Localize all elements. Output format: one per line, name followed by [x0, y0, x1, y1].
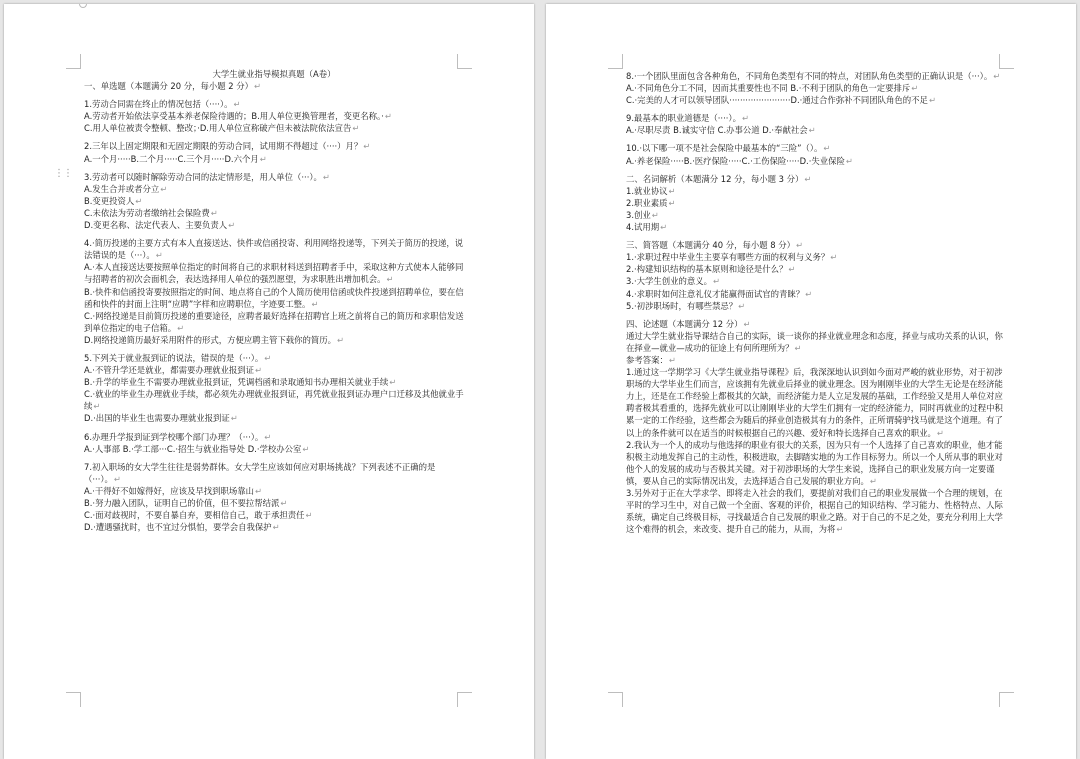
page-top-mark — [79, 4, 87, 8]
paragraph-mark-icon: ↵ — [113, 473, 121, 484]
paragraph-text: 1.通过这一学期学习《大学生就业指导课程》后，我深深地认识到如今面对严峻的就业形势，对于初涉职场的大学毕业生们而言，应该拥有先就业后择业的就业理念。因为刚刚毕业的大学生无论是在经济能力上，还是在工作经验上都极其的欠缺，而经济能力是人立足发展的基础，工作经验又是用人单位对应聘者极其看重的，选择先就业可以让刚刚毕业的大学生们拥有一定的经济能力，同时再就业的过程中积累一定的工作经验，这些都会为随后的择业创造极其有力的条件，正所谓骑驴找马就是这个道理。有了以上的条件就可以在适当的时候根据自己的兴趣、爱好和特长选择自己喜欢的职业。 — [626, 367, 1003, 438]
paragraph-text: B.·快件和信函投寄要按照指定的时间、地点将自己的个人简历使用信函或快件投递到招聘单位，要在信函和快件的封面上注明“应聘”字样和应聘职位，字迹要工整。 — [84, 286, 464, 309]
document-paragraph — [84, 153, 464, 165]
paragraph-mark-icon: ↵ — [280, 498, 288, 508]
document-paragraph — [84, 110, 464, 122]
margin-corner-mark — [999, 692, 1014, 707]
paragraph-mark-icon: ↵ — [651, 209, 659, 220]
paragraph-text: A.·本人直接送达要按照单位指定的时间将自己的求职材料送到招聘者手中，采取这种方式使本人能够同与招聘者的初次会面机会，表达选择用人单位的强烈愿望，为求职胜出增加机会。 — [84, 262, 464, 285]
paragraph-text: D.·遭遇骚扰时，也不宜过分惧怕，要学会自我保护 — [84, 522, 272, 533]
paragraph-text: 2.职业素质 — [626, 197, 668, 208]
paragraph-text: C.未依法为劳动者缴纳社会保险费 — [84, 207, 210, 218]
margin-corner-mark — [457, 692, 472, 707]
paragraph-text: C.·完美的人才可以领导团队·······················D.·通过合作弥补不同团队角色的不足 — [626, 95, 928, 106]
document-paragraph — [84, 237, 464, 261]
paragraph-text: D.网络投递简历最好采用附件的形式，方便应聘主管下载你的简历。 — [84, 334, 336, 345]
document-paragraph — [84, 352, 464, 364]
paragraph-mark-icon: ↵ — [796, 240, 804, 251]
paragraph-mark-icon: ↵ — [155, 250, 163, 261]
margin-corner-mark — [457, 54, 472, 69]
document-paragraph — [626, 251, 1006, 263]
document-paragraph — [84, 310, 464, 334]
document-paragraph — [84, 171, 464, 183]
paragraph-text: 7.初入职场的女大学生往往是弱势群体。女大学生应该如何应对职场挑战？下列表述不正确的是（···）。 — [84, 461, 436, 484]
document-paragraph — [84, 195, 464, 207]
document-paragraph — [626, 124, 1006, 136]
document-paragraph — [626, 439, 1006, 487]
margin-corner-mark — [999, 54, 1014, 69]
paragraph-mark-icon: ↵ — [668, 354, 676, 365]
paragraph-text: 通过大学生就业指导课结合自己的实际，谈一谈你的择业就业理念和态度，择业与成功关系的认识，你在择业—就业—成功的征途上有何所理所为？ — [626, 330, 1003, 353]
document-paragraph — [84, 261, 464, 285]
document-paragraph — [626, 487, 1006, 535]
document-paragraph — [84, 412, 464, 424]
paragraph-mark-icon: ↵ — [230, 413, 238, 424]
paragraph-text: B.变更投资人 — [84, 195, 135, 206]
paragraph-mark-icon: ↵ — [135, 195, 143, 206]
paragraph-mark-icon: ↵ — [389, 377, 397, 388]
paragraph-text: B.·升学的毕业生不需要办理就业报到证，凭调档函和录取通知书办理相关就业手续 — [84, 377, 389, 388]
document-paragraph — [84, 183, 464, 195]
paragraph-text: 三、简答题（本题满分 40 分，每小题 8 分） — [626, 240, 796, 251]
paragraph-text: 3.创业 — [626, 209, 651, 220]
paragraph-text: C.·网络投递是目前简历投递的重要途径，应聘者最好选择在招聘官上班之前将自己的简历和求职信发送到单位指定的电子信箱。 — [84, 310, 464, 333]
paragraph-text: 1.劳动合同需在终止的情况包括（····）。 — [84, 99, 233, 110]
document-paragraph — [626, 221, 1006, 233]
paragraph-mark-icon: ↵ — [993, 71, 1001, 81]
paragraph-text: A.·不管升学还是就业，都需要办理就业报到证 — [84, 365, 255, 376]
paragraph-text: 1.·求职过程中毕业生主要享有哪些方面的权利与义务？ — [626, 252, 830, 263]
paragraph-mark-icon: ↵ — [264, 352, 272, 363]
paragraph-mark-icon: ↵ — [160, 183, 168, 194]
paragraph-text: A.一个月·····B.二个月·····C.三个月·····D.六个月 — [84, 153, 259, 164]
document-paragraph — [626, 155, 1006, 167]
paragraph-mark-icon: ↵ — [741, 113, 749, 124]
document-paragraph — [84, 443, 464, 455]
document-paragraph — [84, 207, 464, 219]
paragraph-mark-icon: ↵ — [93, 401, 101, 412]
paragraph-text: 3.劳动者可以随时解除劳动合同的法定情形是，用人单位（···）。 — [84, 171, 322, 182]
document-paragraph — [84, 461, 464, 485]
paragraph-mark-icon: ↵ — [322, 171, 330, 182]
document-paragraph — [626, 173, 1006, 185]
paragraph-mark-icon: ↵ — [660, 222, 668, 233]
document-paragraph — [84, 497, 464, 509]
document-paragraph — [626, 263, 1006, 275]
margin-corner-mark — [66, 692, 81, 707]
paragraph-text: 5.下列关于就业报到证的说法，错误的是（···）。 — [84, 352, 264, 363]
document-paragraph — [626, 239, 1006, 251]
paragraph-text: C.·面对歧视时，不要自暴自弃，要相信自己，敢于承担责任 — [84, 510, 305, 521]
document-paragraph — [84, 521, 464, 533]
paragraph-mark-icon: ↵ — [255, 485, 263, 496]
paragraph-drag-handle-icon[interactable]: ⋮⋮ — [54, 168, 72, 179]
paragraph-mark-icon: ↵ — [804, 173, 812, 184]
paragraph-mark-icon: ↵ — [384, 111, 392, 122]
paragraph-text: 参考答案： — [626, 354, 668, 365]
document-paragraph — [84, 364, 464, 376]
paragraph-text: A.·人事部 B.·学工部···C.·招生与就业指导处 D.·学校办公室 — [84, 443, 302, 454]
paragraph-mark-icon: ↵ — [363, 141, 371, 152]
paragraph-mark-icon: ↵ — [177, 322, 185, 333]
document-paragraph — [84, 80, 464, 92]
document-paragraph — [626, 209, 1006, 221]
document-paragraph — [84, 431, 464, 443]
document-paragraph — [626, 318, 1006, 330]
paragraph-mark-icon: ↵ — [668, 197, 676, 208]
paragraph-text: 2.·构建知识结构的基本原则和途径是什么？ — [626, 264, 788, 275]
paragraph-text: 5.·初涉职场时，有哪些禁忌？ — [626, 300, 738, 311]
paragraph-mark-icon: ↵ — [713, 276, 721, 287]
paragraph-text: 4.·求职时如何注意礼仪才能赢得面试官的青睐？ — [626, 288, 805, 299]
paragraph-text: 8.·一个团队里面包含各种角色，不同角色类型有不同的特点，对团队角色类型的正确认识是（···）。 — [626, 71, 993, 81]
document-paragraph — [626, 354, 1006, 366]
document-paragraph — [84, 122, 464, 134]
paragraph-text: D.·出国的毕业生也需要办理就业报到证 — [84, 413, 230, 424]
document-paragraph — [626, 275, 1006, 287]
document-paragraph — [84, 485, 464, 497]
paragraph-mark-icon: ↵ — [936, 427, 944, 438]
paragraph-mark-icon: ↵ — [233, 99, 241, 110]
margin-corner-mark — [66, 54, 81, 69]
paragraph-text: A.·不同角色分工不同，因而其重要性也不同 B.·不利于团队的角色一定要排斥 — [626, 83, 911, 94]
paragraph-mark-icon: ↵ — [836, 524, 844, 535]
paragraph-text: D.变更名称、法定代表人、主要负责人 — [84, 220, 228, 231]
document-paragraph — [84, 219, 464, 231]
paragraph-mark-icon: ↵ — [254, 81, 262, 92]
paragraph-mark-icon: ↵ — [805, 288, 813, 299]
paragraph-text: 二、名词解析（本题满分 12 分，每小题 3 分） — [626, 173, 804, 184]
paragraph-mark-icon: ↵ — [668, 185, 676, 196]
document-paragraph — [626, 94, 1006, 106]
paragraph-mark-icon: ↵ — [738, 300, 746, 311]
paragraph-mark-icon: ↵ — [305, 510, 313, 521]
paragraph-mark-icon: ↵ — [869, 475, 877, 486]
paragraph-mark-icon: ↵ — [264, 431, 272, 442]
paragraph-mark-icon: ↵ — [336, 334, 345, 345]
paragraph-text: A.·干得好不如嫁得好，应该及早找到职场靠山 — [84, 485, 255, 496]
paragraph-text: 一、单选题（本题满分 20 分，每小题 2 分） — [84, 81, 254, 92]
paragraph-text: C.用人单位被责令整顿、整改；·D.用人单位宣称破产但未被法院依法宣告 — [84, 123, 352, 134]
paragraph-text: 1.就业协议 — [626, 185, 668, 196]
paragraph-mark-icon: ↵ — [352, 123, 360, 134]
document-paragraph — [626, 300, 1006, 312]
document-paragraph — [84, 98, 464, 110]
paragraph-text: 2.三年以上固定期限和无固定期限的劳动合同，试用期不得超过（····）月？ — [84, 141, 363, 152]
document-paragraph — [626, 142, 1006, 154]
paragraph-mark-icon: ↵ — [311, 298, 319, 309]
document-paragraph — [84, 388, 464, 412]
document-paragraph — [626, 70, 1006, 82]
document-paragraph — [626, 288, 1006, 300]
paragraph-text: A.·养老保险·····B.·医疗保险·····C.·工伤保险·····D.·失业保险 — [626, 155, 845, 166]
paragraph-text: C.·就业的毕业生办理就业手续，都必须先办理就业报到证，再凭就业报到证办理户口迁移及其他就业手续 — [84, 389, 464, 412]
document-paragraph — [84, 140, 464, 152]
document-paragraph — [626, 366, 1006, 439]
paragraph-mark-icon: ↵ — [302, 443, 310, 454]
margin-corner-mark — [608, 692, 623, 707]
paragraph-text: 3.另外对于正在大学求学、即将走入社会的我们，要提前对我们自己的职业发展做一个合理的规划，在平时的学习生中，对自己做一个全面、客观的评价，根据自己的知识结构、学习能力、性格特点、人际系统，确定自己终极目标，寻找最适合自己发展的职业之路。对于自己的不足之处，要充分利用上大学这个难得的机会，来改变、提升自己的能力，从而，为将 — [626, 488, 1003, 535]
paragraph-text: 9.最基本的职业道德是（····）。 — [626, 113, 741, 124]
paragraph-mark-icon: ↵ — [386, 274, 394, 285]
document-paragraph — [626, 82, 1006, 94]
paragraph-text: 四、论述题（本题满分 12 分） — [626, 318, 743, 329]
paragraph-text: B.·努力融入团队，证明自己的价值，但不要拉帮结派 — [84, 498, 280, 508]
document-paragraph — [626, 112, 1006, 124]
paragraph-text: 4.试用期 — [626, 222, 660, 233]
paragraph-mark-icon: ↵ — [259, 153, 267, 164]
paragraph-mark-icon: ↵ — [830, 252, 838, 263]
page-body[interactable] — [84, 68, 464, 533]
paragraph-text: 3.·大学生创业的意义。 — [626, 276, 713, 287]
paragraph-mark-icon: ↵ — [794, 342, 802, 353]
paragraph-text: A.劳动者开始依法享受基本养老保险待遇的；B.用人单位更换管理者，变更名称。· — [84, 111, 384, 122]
paragraph-mark-icon: ↵ — [228, 220, 236, 231]
paragraph-text: A.发生合并或者分立 — [84, 183, 160, 194]
document-paragraph — [84, 376, 464, 388]
paragraph-mark-icon: ↵ — [272, 522, 280, 533]
paragraph-mark-icon: ↵ — [808, 125, 816, 136]
margin-corner-mark — [608, 54, 623, 69]
page-body[interactable] — [626, 70, 1006, 535]
document-paragraph — [626, 330, 1006, 354]
paragraph-text: 10.·以下哪一项不是社会保险中最基本的“三险”（）。 — [626, 143, 823, 154]
document-page-left — [4, 4, 534, 759]
document-paragraph — [84, 509, 464, 521]
paragraph-mark-icon: ↵ — [743, 318, 751, 329]
document-paragraph — [84, 286, 464, 310]
paragraph-mark-icon: ↵ — [928, 95, 936, 106]
document-page-right — [546, 4, 1076, 759]
paragraph-mark-icon: ↵ — [845, 155, 853, 166]
paragraph-mark-icon: ↵ — [823, 143, 831, 154]
paragraph-text: 4.·简历投递的主要方式有本人直接送达、快件或信函投寄、利用网络投递等，下列关于简历的投递，说法错误的是（···）。 — [84, 238, 464, 261]
paragraph-text: 2.我认为一个人的成功与他选择的职业有很大的关系，因为只有一个人选择了自己喜欢的职业，他才能积极主动地发挥自己的主动性，积极进取，去脚踏实地的为工作目标努力。所以一个人所从事的职业对他个人的发展的成功与否极其关键。对于初涉职场的大学生来说，选择自己的职业发展方向一定要谨慎，要从自己的实际情况出发，去选择适合自己发展的职业方向。 — [626, 439, 1003, 486]
paragraph-mark-icon: ↵ — [210, 207, 218, 218]
document-paragraph — [626, 197, 1006, 209]
paragraph-mark-icon: ↵ — [255, 365, 263, 376]
document-title: 大学生就业指导模拟真题（A卷） — [212, 69, 336, 79]
document-paragraph — [84, 334, 464, 346]
paragraph-text: 6.办理升学报到证到学校哪个部门办理？（···）。 — [84, 431, 264, 442]
paragraph-mark-icon: ↵ — [911, 83, 919, 94]
paragraph-mark-icon: ↵ — [788, 264, 796, 275]
paragraph-text: A.·尽职尽责 B.诚实守信 C.办事公道 D.·奉献社会 — [626, 125, 808, 136]
document-paragraph — [626, 185, 1006, 197]
